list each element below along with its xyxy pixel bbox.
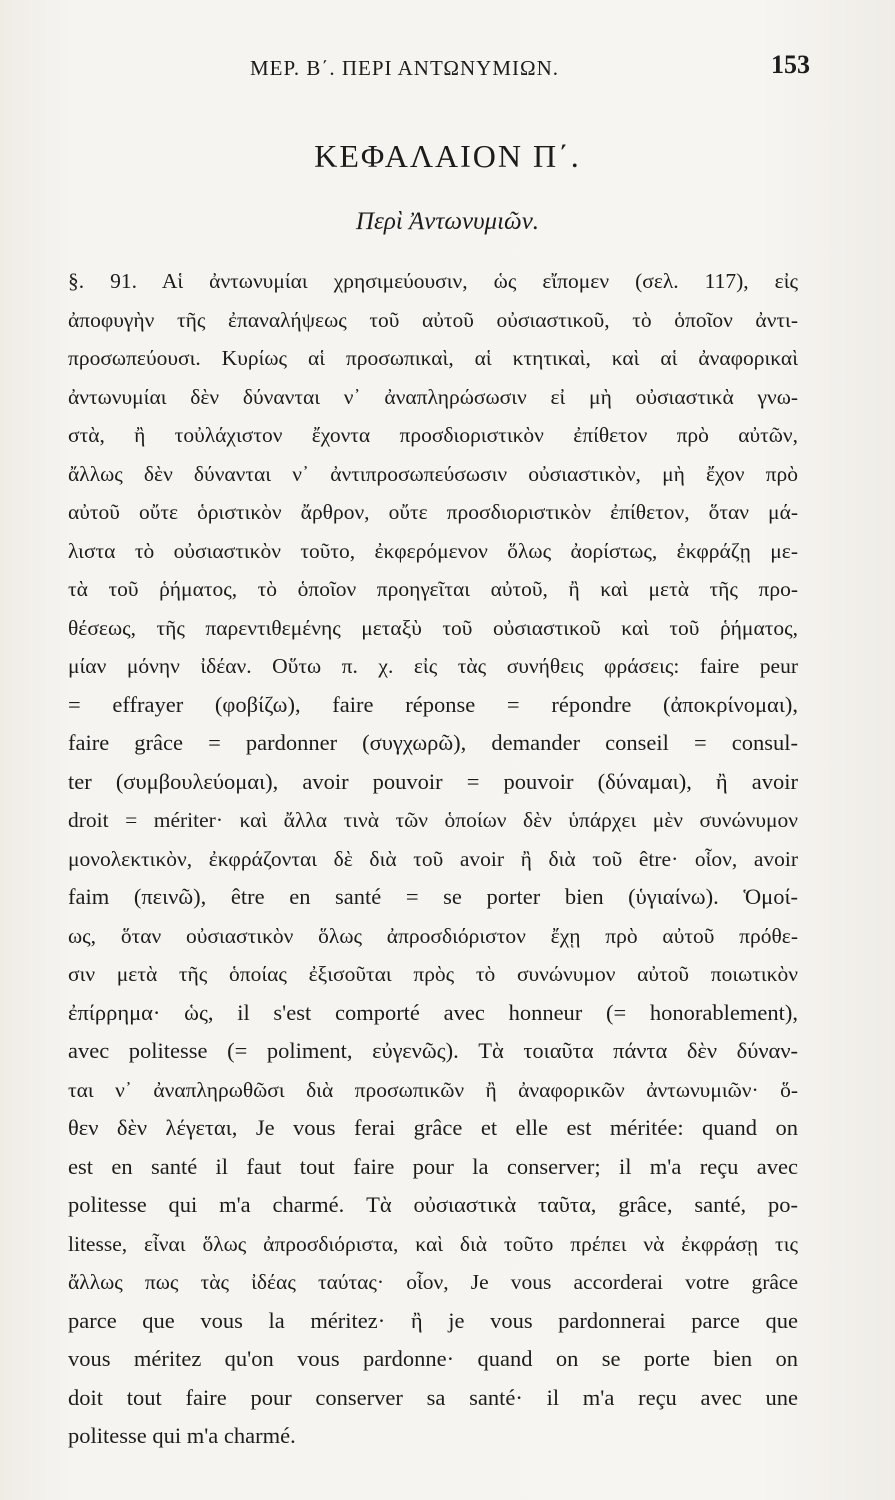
text-line: τὰ τοῦ ῥήματος, τὸ ὁποῖον προηγεῖται αὐτοῦ, ἢ καὶ μετὰ τῆς προ- [68, 577, 798, 601]
text-line: ἀποφυγὴν τῆς ἐπαναλήψεως τοῦ αὐτοῦ οὐσιαστικοῦ, τὸ ὁποῖον ἀντι- [68, 307, 798, 332]
chapter-subtitle: Περὶ Ἀντωνυμιῶν. [355, 208, 540, 235]
text-line: = effrayer (φοβίζω), faire réponse = répondre (ἀποκρίνομαι), [68, 691, 798, 717]
text-line: §. 91. Αἱ ἀντωνυμίαι χρησιμεύουσιν, ὡς εἴπομεν (σελ. 117), εἰς [68, 269, 798, 293]
text-line: ter (συμβουλεύομαι), avoir pouvoir = pouvoir (δύναμαι), ἢ avoir [68, 768, 798, 794]
running-title: ΜΕΡ. Β΄. ΠΕΡΙ ΑΝΤΩΝΥΜΙΩΝ. [250, 56, 560, 80]
text-line: προσωπεύουσι. Κυρίως αἱ προσωπικαὶ, αἱ κτητικαὶ, καὶ αἱ ἀναφορικαὶ [68, 346, 798, 370]
chapter-title: ΚΕΦΑΛΑΙΟΝ Π΄. [314, 138, 581, 174]
text-line: μονολεκτικὸν, ἐκφράζονται δὲ διὰ τοῦ avoir ἢ διὰ τοῦ être· οἷον, avoir [68, 846, 798, 871]
text-line: avec politesse (= poliment, εὐγενῶς). Τὰ τοιαῦτα πάντα δὲν δύναν- [68, 1038, 798, 1063]
text-line: ἐπίρρημα· ὡς, il s'est comporté avec honneur (= honorablement), [68, 999, 798, 1025]
text-line: λιστα τὸ οὐσιαστικὸν τοῦτο, ἐκφερόμενον ὅλως ἀορίστως, ἐκφράζῃ με- [68, 538, 798, 563]
text-line: θέσεως, τῆς παρεντιθεμένης μεταξὺ τοῦ οὐσιαστικοῦ καὶ τοῦ ῥήματος, [68, 615, 798, 640]
body-text [68, 262, 798, 1456]
page-number: 153 [771, 50, 810, 79]
text-line: droit = mériter· καὶ ἄλλα τινὰ τῶν ὁποίων δὲν ὑπάρχει μὲν συνώνυμον [68, 808, 798, 832]
text-line: σιν μετὰ τῆς ὁποίας ἐξισοῦται πρὸς τὸ συνώνυμον αὐτοῦ ποιωτικὸν [68, 962, 798, 986]
text-line: litesse, εἶναι ὅλως ἀπροσδιόριστα, καὶ διὰ τοῦτο πρέπει νὰ ἐκφράσῃ τις [68, 1231, 798, 1256]
text-line: ἄλλως δὲν δύνανται ν᾿ ἀντιπροσωπεύσωσιν οὐσιαστικὸν, μὴ ἔχον πρὸ [68, 461, 798, 486]
text-line: στὰ, ἢ τοὐλάχιστον ἔχοντα προσδιοριστικὸν ἐπίθετον πρὸ αὐτῶν, [68, 423, 798, 447]
text-line: politesse qui m'a charmé. [68, 1423, 296, 1448]
text-line: θεν δὲν λέγεται, Je vous ferai grâce et elle est méritée: quand on [68, 1115, 798, 1140]
text-line: μίαν μόνην ἰδέαν. Οὕτω π. χ. εἰς τὰς συνήθεις φράσεις: faire peur [68, 654, 798, 678]
text-line: ἀντωνυμίαι δὲν δύνανται ν᾿ ἀναπληρώσωσιν εἰ μὴ οὐσιαστικὰ γνω- [68, 384, 798, 409]
text-line: faire grâce = pardonner (συγχωρῶ), demander conseil = consul- [68, 730, 798, 755]
text-line: faim (πεινῶ), être en santé = se porter bien (ὑγιαίνω). Ὁμοί- [68, 884, 798, 909]
text-line: politesse qui m'a charmé. Τὰ οὐσιαστικὰ ταῦτα, grâce, santé, po- [68, 1192, 798, 1217]
text-line: ται ν᾿ ἀναπληρωθῶσι διὰ προσωπικῶν ἢ ἀναφορικῶν ἀντωνυμιῶν· ὅ- [68, 1077, 798, 1102]
text-line: αὐτοῦ οὔτε ὁριστικὸν ἄρθρον, οὔτε προσδιοριστικὸν ἐπίθετον, ὅταν μά- [68, 500, 798, 524]
text-line: est en santé il faut tout faire pour la conserver; il m'a reçu avec [68, 1153, 798, 1179]
text-line: doit tout faire pour conserver sa santé· il m'a reçu avec une [68, 1384, 798, 1410]
text-line: ἄλλως πως τὰς ἰδέας ταύτας· οἷον, Je vous accorderai votre grâce [68, 1270, 798, 1294]
text-line: vous méritez qu'on vous pardonne· quand on se porte bien on [68, 1346, 798, 1371]
text-line: ως, ὅταν οὐσιαστικὸν ὅλως ἀπροσδιόριστον ἔχῃ πρὸ αὐτοῦ πρόθε- [68, 923, 798, 948]
running-head [250, 50, 810, 90]
text-line: parce que vous la méritez· ἢ je vous pardonnerai parce que [68, 1307, 798, 1333]
